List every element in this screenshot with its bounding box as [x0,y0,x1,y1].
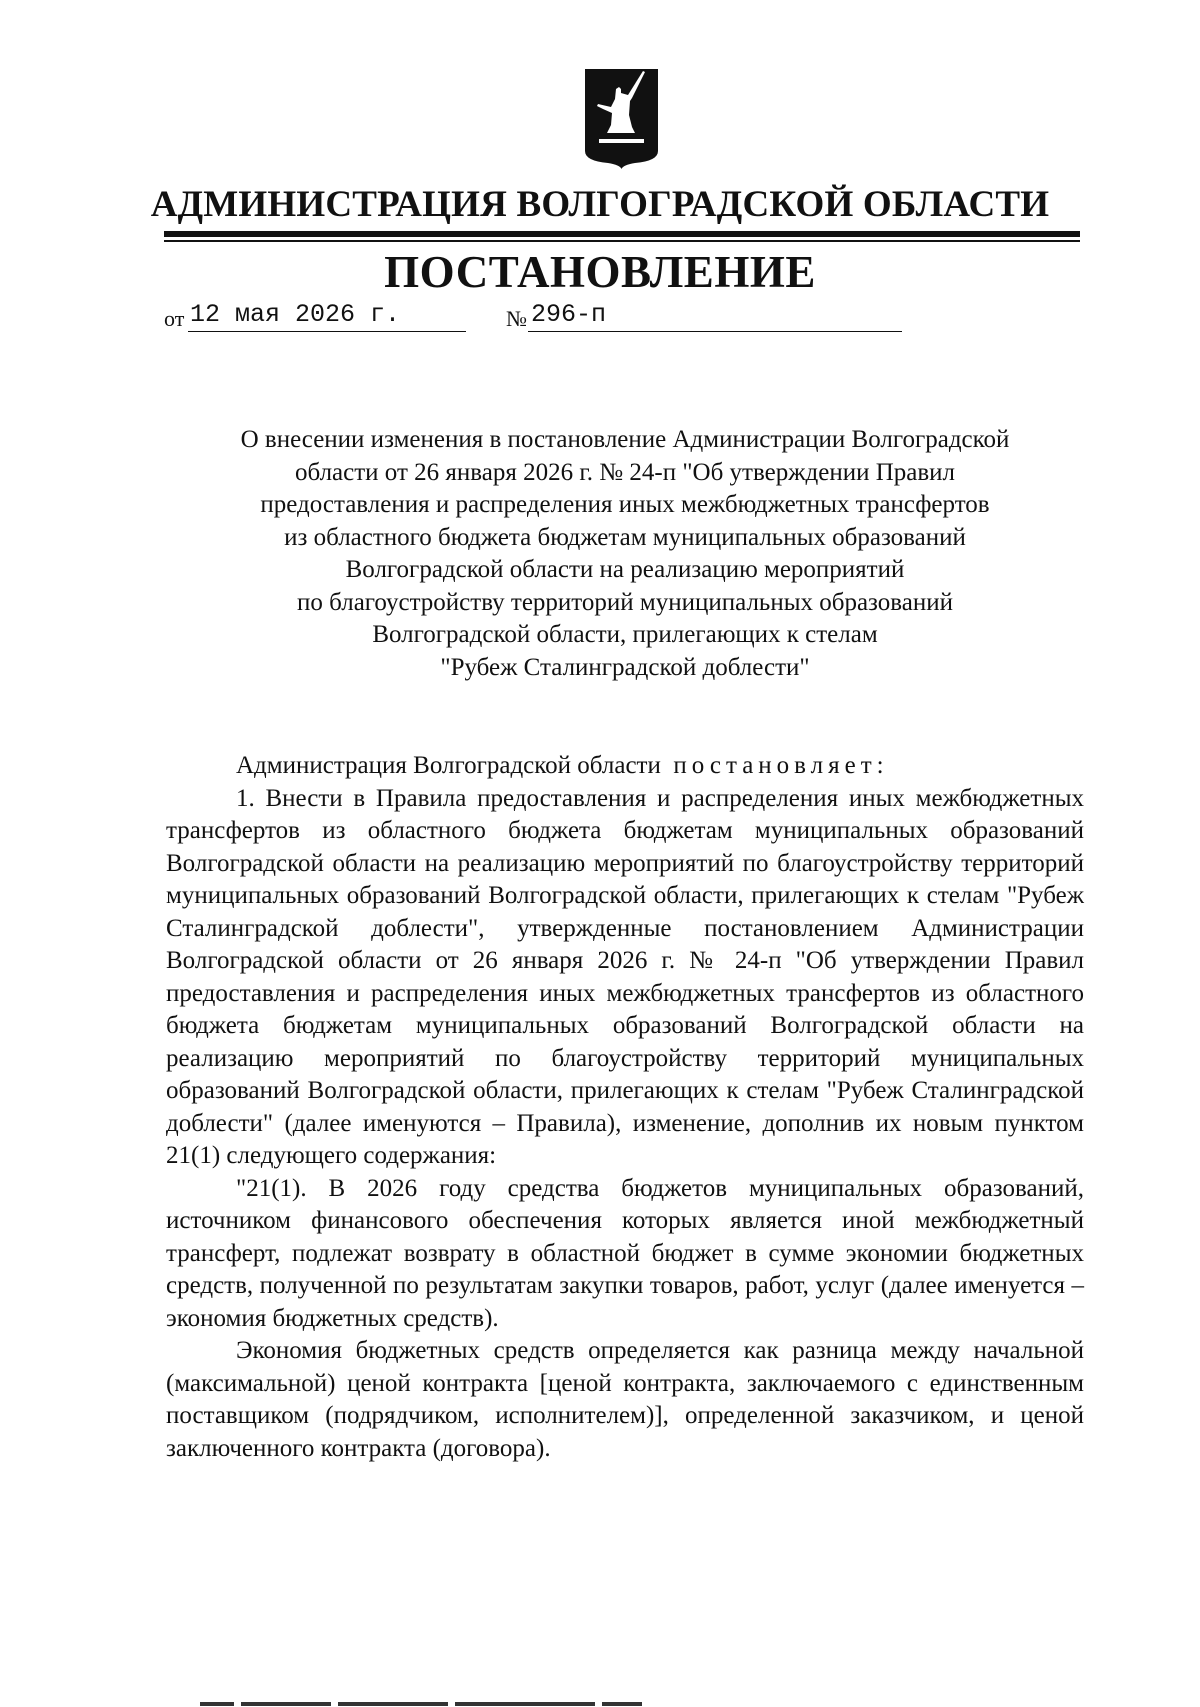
subject-line: по благоустройству территорий муниципальных образований [297,588,953,616]
motherland-statue-icon [585,69,658,169]
document-date: 12 мая 2026 г. [190,300,401,329]
subject-line: области от 26 января 2026 г. № 24-п "Об утверждении Правил [294,458,956,486]
subject-line: предоставления и распределения иных межбюджетных трансфертов [260,491,990,518]
date-underline [188,331,466,332]
preamble [166,750,1084,783]
preamble-verb: постановляет: [673,752,889,779]
header-rule-thick [164,231,1080,237]
document-subject [140,424,1110,684]
organization-title: АДМИНИСТРАЦИЯ ВОЛГОГРАДСКОЙ ОБЛАСТИ [150,184,1050,225]
header-rule-thin [164,240,1080,242]
paragraph-3: Экономия бюджетных средств определяется как разница между начальной (максимальной) ценой контракта [ценой контракта, заключаемого с единственным поставщиком (подрядчиком, исполнителем)], определенной заказчиком, и ценой заключенного контракта (договора). [166,1337,1084,1462]
subject-line: "Рубеж Сталинградской доблести" [440,653,810,681]
cut-off-next-line [200,1696,670,1707]
number-prefix: № [506,306,527,331]
subject-line: Волгоградской области, прилегающих к стелам [372,621,878,648]
date-prefix: от [164,306,185,331]
number-underline [528,331,902,332]
document-type-title: ПОСТАНОВЛЕНИЕ [384,247,816,297]
paragraph-2: "21(1). В 2026 году средства бюджетов муниципальных образований, источником финансового обеспечения которых является иной межбюджетный трансферт, подлежат возврату в областной бюджет в сумме экономии бюджетных средств, полученной по результатам закупки товаров, работ, услуг (далее именуется – экономия бюджетных средств). [166,1174,1084,1332]
preamble-text: Администрация Волгоградской области [236,752,661,779]
subject-line: из областного бюджета бюджетам муниципальных образований [284,523,966,551]
document-body [166,750,1084,1465]
subject-line: Волгоградской области на реализацию мероприятий [345,556,905,583]
document-number: 296-п [531,300,607,329]
coat-of-arms-emblem [585,69,658,169]
paragraph-1: 1. Внести в Правила предоставления и распределения иных межбюджетных трансфертов из областного бюджета бюджетам муниципальных образований Волгоградской области на реализацию мероприятий по благоустройству территорий муниципальных образований Волгоградской области, прилегающих к стелам "Рубеж Сталинградской доблести", утвержденные постановлением Администрации Волгоградской области от 26 января 2026 г. № 24-п "Об утверждении Правил предоставления и распределения иных межбюджетных трансфертов из областного бюджета бюджетам муниципальных образований Волгоградской области на реализацию мероприятий по благоустройству территорий муниципальных образований Волгоградской области, прилегающих к стелам "Рубеж Сталинградской доблести" (далее именуются – Правила), изменение, дополнив их новым пунктом 21(1) следующего содержания: [166,784,1084,1169]
subject-line: О внесении изменения в постановление Администрации Волгоградской [240,426,1010,453]
